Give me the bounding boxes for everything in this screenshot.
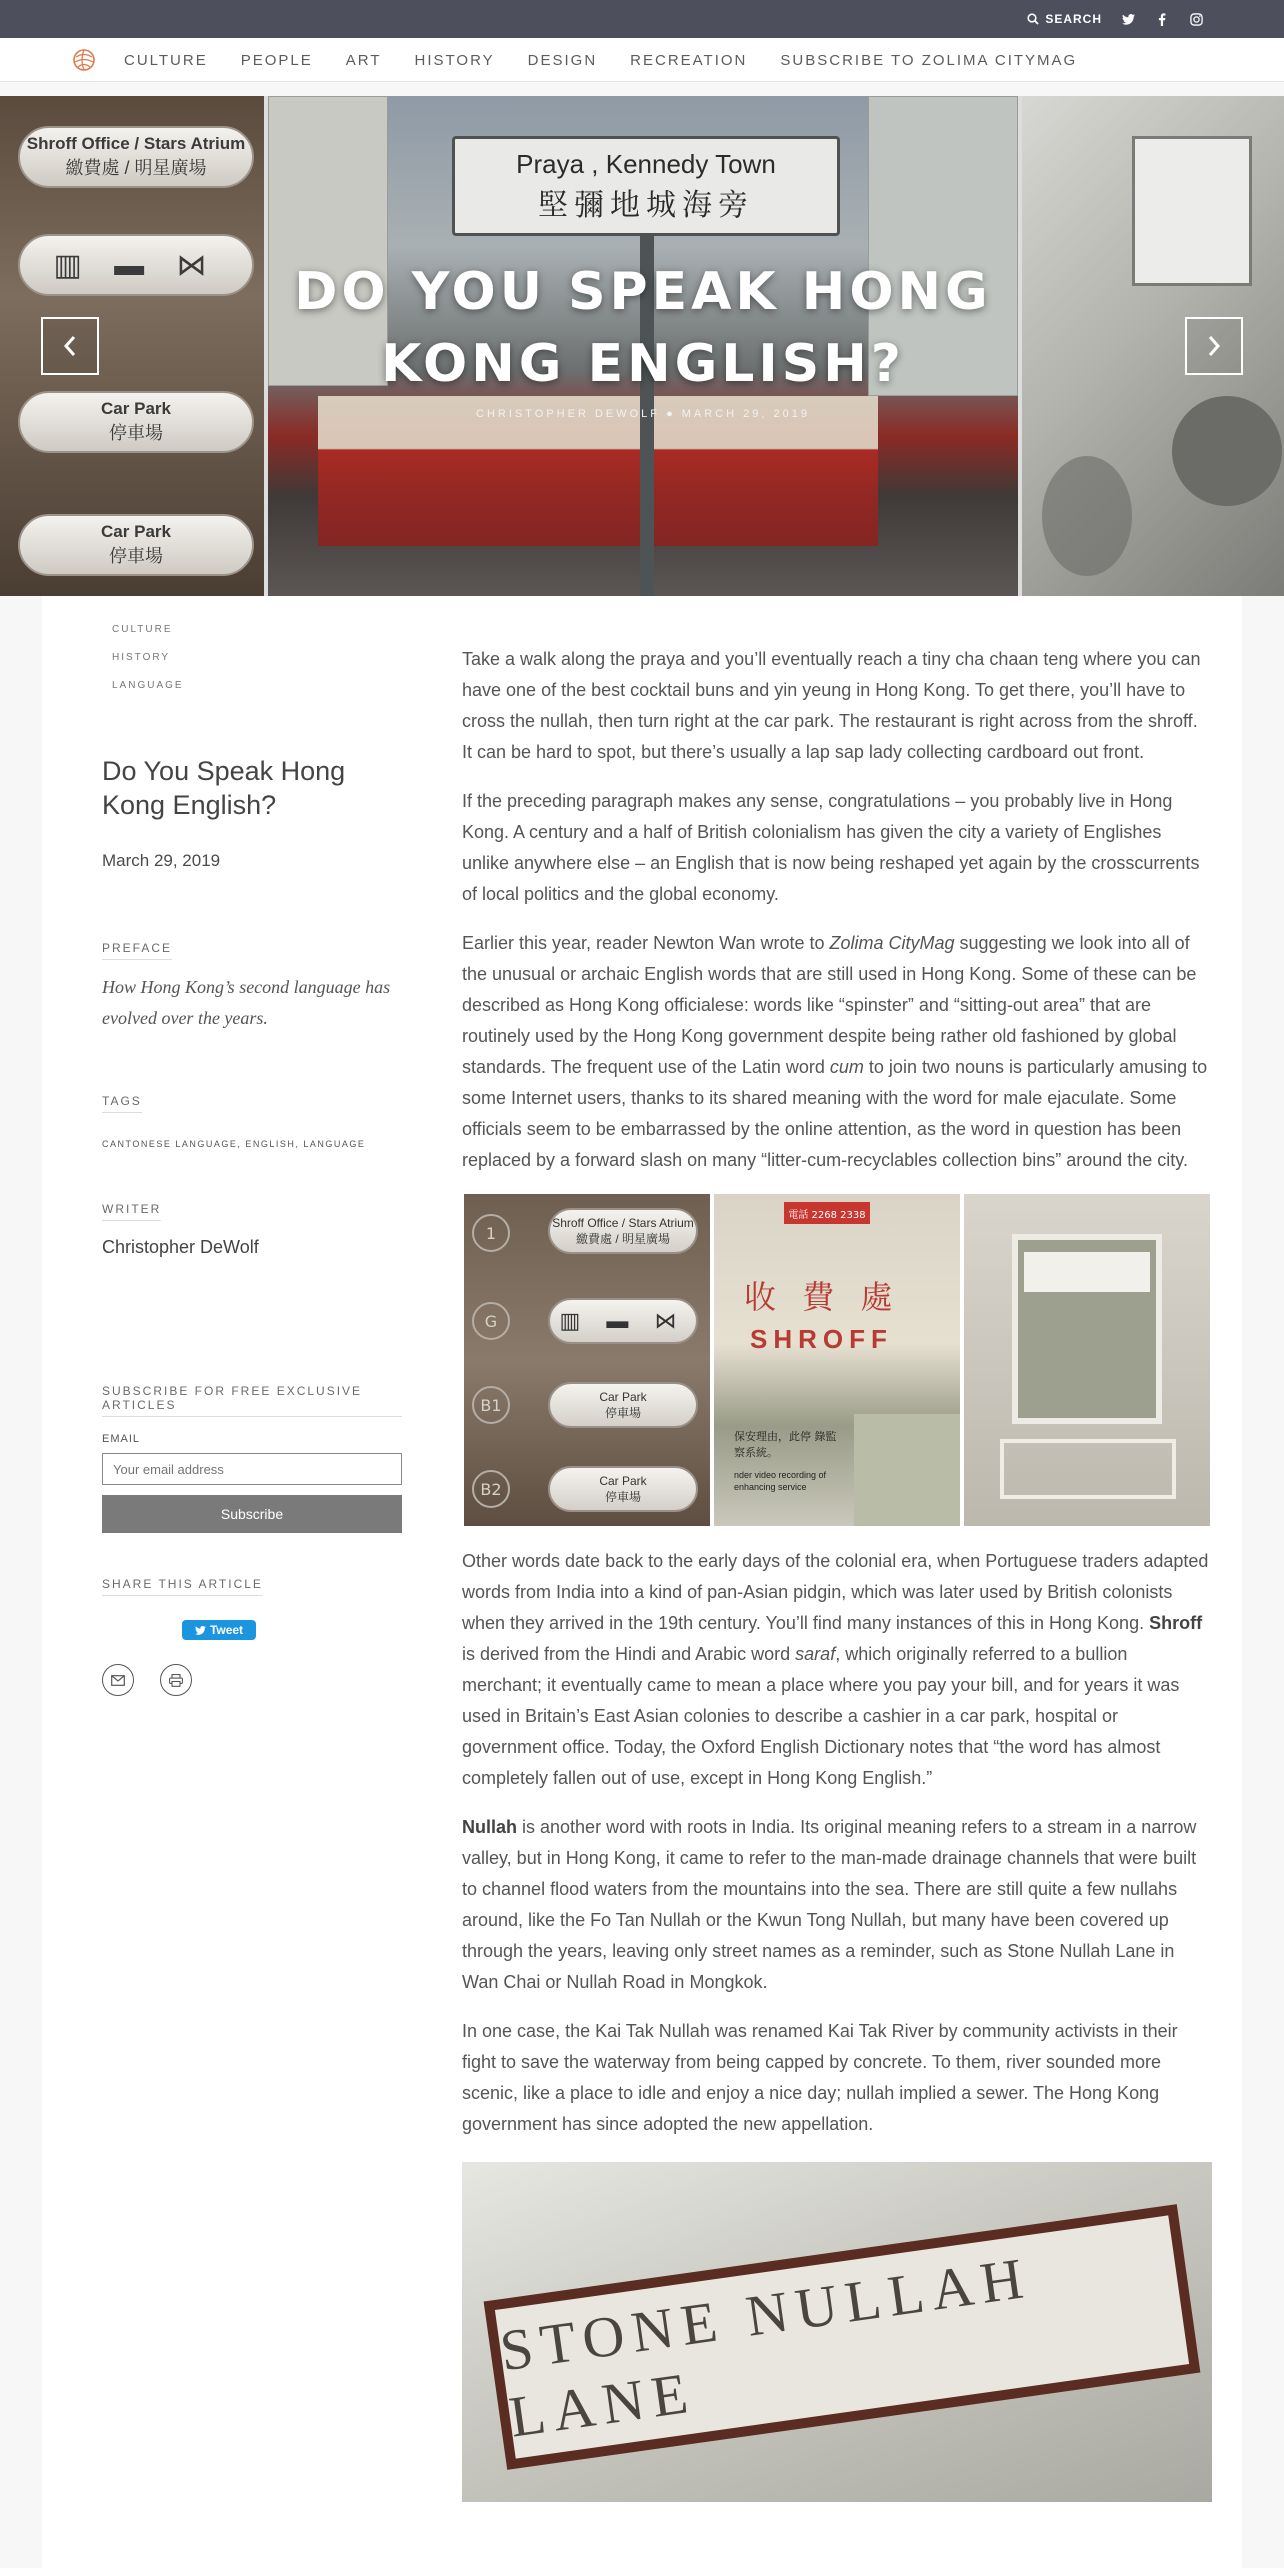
- notice-zh: 保安理由，此停 錄監察系統。: [734, 1430, 837, 1459]
- sign-text-zh: 停車場: [109, 423, 163, 443]
- main-nav: [0, 38, 1284, 82]
- search-label: SEARCH: [1045, 12, 1102, 26]
- hero-carousel: [0, 96, 1284, 596]
- emphasis-word: saraf: [795, 1644, 836, 1664]
- search-button[interactable]: [1027, 12, 1102, 26]
- sign-text-zh: 停車場: [604, 1405, 641, 1420]
- street-sign-en: Praya , Kennedy Town: [516, 148, 776, 179]
- publication-link: Zolima CityMag: [829, 933, 955, 953]
- tag-link[interactable]: CANTONESE LANGUAGE: [102, 1139, 238, 1149]
- floor-button: B2: [472, 1470, 510, 1508]
- article-paragraph: [462, 1812, 1212, 1998]
- writer-label: WRITER: [102, 1202, 161, 1221]
- sign-text-en: Shroff Office / Stars Atrium: [552, 1215, 694, 1230]
- tweet-button[interactable]: [182, 1620, 256, 1640]
- sign-text-en: Car Park: [599, 1389, 647, 1404]
- preface-label: PREFACE: [102, 941, 172, 960]
- floor-button: G: [472, 1302, 510, 1340]
- subscribe-button[interactable]: Subscribe: [102, 1495, 402, 1533]
- sign-text-zh: 繳費處 / 明星廣場: [65, 158, 207, 178]
- lift-sign: [548, 1208, 698, 1254]
- photo-frame: [1132, 136, 1252, 286]
- article-paragraph: [462, 1546, 1212, 1794]
- nav-item-design[interactable]: DESIGN: [527, 51, 598, 69]
- term-nullah: Nullah: [462, 1817, 518, 1837]
- lift-sign-transport: ▥ ▬ ⋈: [548, 1298, 698, 1344]
- street-sign: [452, 136, 840, 236]
- floor-button: B1: [472, 1386, 510, 1424]
- share-label: SHARE THIS ARTICLE: [102, 1577, 263, 1596]
- text-run: is derived from the Hindi and Arabic word: [462, 1644, 796, 1664]
- carousel-next-button[interactable]: [1185, 317, 1243, 375]
- article-paragraph: [462, 928, 1212, 1176]
- tag-link[interactable]: LANGUAGE: [303, 1139, 366, 1149]
- emphasis-word: cum: [829, 1057, 864, 1077]
- nav-item-recreation[interactable]: RECREATION: [630, 51, 748, 69]
- sidebar-article-title: Do You Speak Hong Kong English?: [102, 756, 346, 820]
- shroff-sign-zh: 收 費 處: [744, 1278, 901, 1316]
- category-link-culture[interactable]: CULTURE: [112, 624, 173, 635]
- category-link-history[interactable]: HISTORY: [112, 652, 171, 663]
- sign-text-en: Car Park: [101, 399, 171, 418]
- top-utility-bar: [0, 0, 1284, 38]
- hero-title: DO YOU SPEAK HONG KONG ENGLISH?: [294, 262, 992, 394]
- slide-sign-carpark-1: [18, 391, 254, 453]
- slide-sign-shroff: [18, 126, 254, 188]
- chevron-left-icon: [62, 334, 78, 358]
- floor-button: 1: [472, 1214, 510, 1252]
- text-run: , which originally referred to a bullion merchant; it eventually came to mean a place where you pay your bill, and for years it was used in Britain’s East Asian colonies to describe a cashier in a car park, hospital or government office. Today, the Oxford English Dictionary notes that “the word has almost completely fallen out of use, except in Hong Kong English.”: [462, 1644, 1180, 1788]
- category-list: [112, 624, 184, 708]
- twitter-icon: [195, 1626, 206, 1635]
- slide-sign-carpark-2: [18, 514, 254, 576]
- gallery-image-lift-buttons[interactable]: [464, 1194, 710, 1526]
- street-sign-zh: 堅彌地城海旁: [538, 187, 754, 223]
- sign-text-zh: 停車場: [604, 1489, 641, 1504]
- hero-meta: CHRISTOPHER DEWOLF ● MARCH 29, 2019: [476, 408, 810, 420]
- facebook-icon[interactable]: [1154, 11, 1170, 27]
- person-silhouette: [1172, 396, 1282, 506]
- sign-text-zh: 停車場: [109, 546, 163, 566]
- lift-sign: [548, 1466, 698, 1512]
- sign-text-en: Car Park: [599, 1473, 647, 1488]
- article-body: [462, 644, 1212, 2502]
- gallery-image-shroff-window[interactable]: [964, 1194, 1210, 1526]
- street-name-sign: STONE NULLAH LANE: [484, 2204, 1201, 2470]
- utility-links: [1027, 0, 1204, 38]
- tags-label: TAGS: [102, 1094, 142, 1113]
- nav-menu: [124, 38, 1077, 82]
- nav-item-subscribe[interactable]: SUBSCRIBE TO ZOLIMA CITYMAG: [780, 51, 1078, 69]
- notice-en: nder video recording of enhancing service: [734, 1470, 827, 1492]
- sign-text-en: Car Park: [101, 522, 171, 541]
- instagram-icon[interactable]: [1188, 11, 1204, 27]
- article-paragraph: Take a walk along the praya and you’ll eventually reach a tiny cha chaan teng where you can have one of the best cocktail buns and yin yeung in Hong Kong. To get there, you’ll have to cross the nullah, then turn right at the car park. The restaurant is right across from the shroff. It can be hard to spot, but there’s usually a lap sap lady collecting cardboard out front.: [462, 649, 1201, 762]
- chevron-right-icon: [1206, 334, 1222, 358]
- text-run: to join two nouns is particularly amusing to some Internet users, thanks to its shared meaning with the word for male ejaculate. Some officials seem to be embarrassed by the online attention, as the word in question has been replaced by a forward slash on many “litter-cum-recyclables collection bins” around the city.: [462, 1057, 1208, 1170]
- shroff-sign-en: SHROFF: [750, 1324, 893, 1354]
- preface-text: How Hong Kong’s second language has evolved over the years.: [102, 977, 391, 1028]
- carousel-prev-button[interactable]: [41, 317, 99, 375]
- search-icon: [1027, 13, 1039, 25]
- transport-icons: ▥ ▬ ⋈: [53, 248, 219, 282]
- printer-icon: [169, 1674, 183, 1687]
- gallery-image-shroff-sign[interactable]: [714, 1194, 960, 1526]
- twitter-icon[interactable]: [1120, 11, 1136, 27]
- article-photo-stone-nullah-lane[interactable]: [462, 2162, 1212, 2502]
- content-area: [42, 596, 1242, 2568]
- phone-label: 電話 2268 2338: [784, 1202, 870, 1224]
- text-run: Other words date back to the early days of the colonial era, when Portuguese traders adapted words from India into a kind of pan-Asian pidgin, which was later used by British colonists when they arrived in the 19th century. You’ll find many instances of this in Hong Kong.: [462, 1551, 1209, 1633]
- carousel-slide-previous: [0, 96, 264, 596]
- sign-text-zh: 繳費處 / 明星廣場: [575, 1231, 670, 1246]
- image-gallery: [464, 1194, 1210, 1526]
- nav-item-people[interactable]: PEOPLE: [240, 51, 313, 69]
- slide-sign-transport: [18, 234, 254, 296]
- carousel-slide-next: [1022, 96, 1284, 596]
- tag-link[interactable]: ENGLISH: [245, 1139, 296, 1149]
- nav-item-culture[interactable]: CULTURE: [124, 51, 208, 69]
- lift-sign: [548, 1382, 698, 1428]
- print-button[interactable]: [160, 1664, 192, 1696]
- writer-name[interactable]: Christopher DeWolf: [102, 1237, 259, 1257]
- text-run: suggesting we look into all of the unusual or archaic English words that are still used in Hong Kong. Some of these can be described as Hong Kong officialese: words like “spinster” and “sitting-out area” that are routinely used by the Hong Kong government despite being rather old fashioned by global standards. The frequent use of the Latin word: [462, 933, 1197, 1077]
- article-paragraph: If the preceding paragraph makes any sense, congratulations – you probably live in Hong Kong. A century and a half of British colonialism has given the city a variety of Englishes unlike anywhere else – an English that is now being reshaped yet again by the crosscurrents of local politics and the global economy.: [462, 791, 1200, 904]
- tweet-label: Tweet: [209, 1623, 244, 1637]
- nav-item-art[interactable]: ART: [345, 51, 382, 69]
- window-pane: [854, 1414, 960, 1526]
- email-field[interactable]: [102, 1453, 402, 1485]
- sidebar-article-date: March 29, 2019: [102, 851, 221, 870]
- notice-paper: [1024, 1252, 1150, 1292]
- text-run: is another word with roots in India. Its original meaning refers to a stream in a narrow valley, but in Hong Kong, it came to refer to the man-made drainage channels that were built to channel flood waters from the mountains into the sea. There are still quite a few nullahs around, like the Fo Tan Nullah or the Kwun Tong Nullah, but many have been covered up through the years, leaving only street names as a reminder, such as Stone Nullah Lane in Wan Chai or Nullah Road in Mongkok.: [462, 1817, 1197, 1992]
- tag-list: CANTONESE LANGUAGE, ENGLISH, LANGUAGE: [102, 1139, 366, 1149]
- text-run: Earlier this year, reader Newton Wan wrote to: [462, 933, 830, 953]
- email-label: EMAIL: [102, 1433, 141, 1445]
- term-shroff: Shroff: [1149, 1613, 1203, 1633]
- subscribe-label: SUBSCRIBE FOR FREE EXCLUSIVE ARTICLES: [102, 1384, 402, 1417]
- counter-panel: [1000, 1439, 1176, 1499]
- site-logo-icon[interactable]: [72, 48, 96, 72]
- person-silhouette: [1042, 456, 1132, 576]
- nav-item-history[interactable]: HISTORY: [414, 51, 495, 69]
- category-link-language[interactable]: LANGUAGE: [112, 680, 184, 691]
- sign-text-en: Shroff Office / Stars Atrium: [26, 134, 246, 153]
- share-email-button[interactable]: [102, 1664, 134, 1696]
- envelope-icon: [111, 1675, 125, 1686]
- article-paragraph: In one case, the Kai Tak Nullah was renamed Kai Tak River by community activists in their fight to save the waterway from being capped by concrete. To them, river sounded more scenic, like a place to idle and enjoy a nice day; nullah implied a sewer. The Hong Kong government has since adopted the new appellation.: [462, 2021, 1178, 2134]
